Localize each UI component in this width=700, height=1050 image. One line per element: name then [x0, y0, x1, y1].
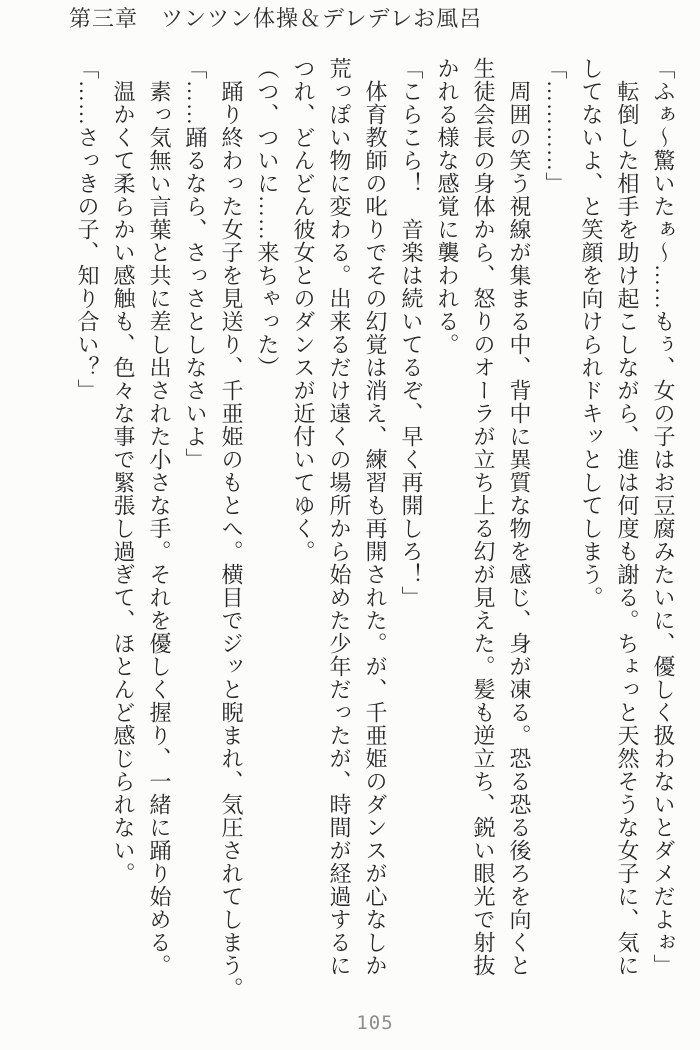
- text-column: 体育教師の叱りでその幻覚は消え、練習も再開された。が、千亜姫のダンスが心なしか: [363, 57, 388, 977]
- text-body: [69, 57, 681, 1000]
- text-column: 踊り終わった女子を見送り、千亜姫のもとへ。横目でジッと睨まれ、気圧されてしまう。: [219, 57, 244, 1000]
- text-column: 「……さっきの子、知り合い？」: [75, 57, 100, 402]
- text-column: 「…………」: [543, 57, 568, 195]
- chapter-header: 第三章 ツンツン体操＆デレデレお風呂: [69, 6, 483, 31]
- text-column: （つ、ついに……来ちゃった）: [255, 57, 280, 379]
- text-column: 「ふぁ～驚いたぁ～……もぅ、女の子はお豆腐みたいに、優しく扱わないとダメだよぉ」: [651, 57, 676, 977]
- text-column: 温かくて柔らかい感触も、色々な事で緊張し過ぎて、ほとんど感じられない。: [111, 57, 136, 885]
- text-column: 荒っぽい物に変わる。出来るだけ遠くの場所から始めた少年だったが、時間が経過するに: [327, 57, 352, 977]
- text-column: 素っ気無い言葉と共に差し出された小さな手。それを優しく握り、一緒に踊り始める。: [147, 57, 172, 977]
- text-column: してないよ、と笑顔を向けられドキッとしてしまう。: [579, 57, 604, 609]
- text-column: 周囲の笑う視線が集まる中、背中に異質な物を感じ、身が凍る。恐る恐る後ろを向くと: [507, 57, 532, 977]
- text-column: 「こらこら！ 音楽は続いてるぞ、早く再開しろ！」: [399, 57, 424, 609]
- page-number: 105: [356, 1012, 394, 1034]
- text-column: 生徒会長の身体から、怒りのオーラが立ち上る幻が見えた。髪も逆立ち、鋭い眼光で射抜: [471, 57, 496, 977]
- text-column: 転倒した相手を助け起こしながら、進は何度も謝る。ちょっと天然そうな女子に、気に: [615, 57, 640, 977]
- text-column: かれる様な感覚に襲われる。: [435, 57, 460, 356]
- text-column: 「……踊るなら、さっさとしなさいよ」: [183, 57, 208, 471]
- text-column: つれ、どんどん彼女とのダンスが近付いてゆく。: [291, 57, 316, 563]
